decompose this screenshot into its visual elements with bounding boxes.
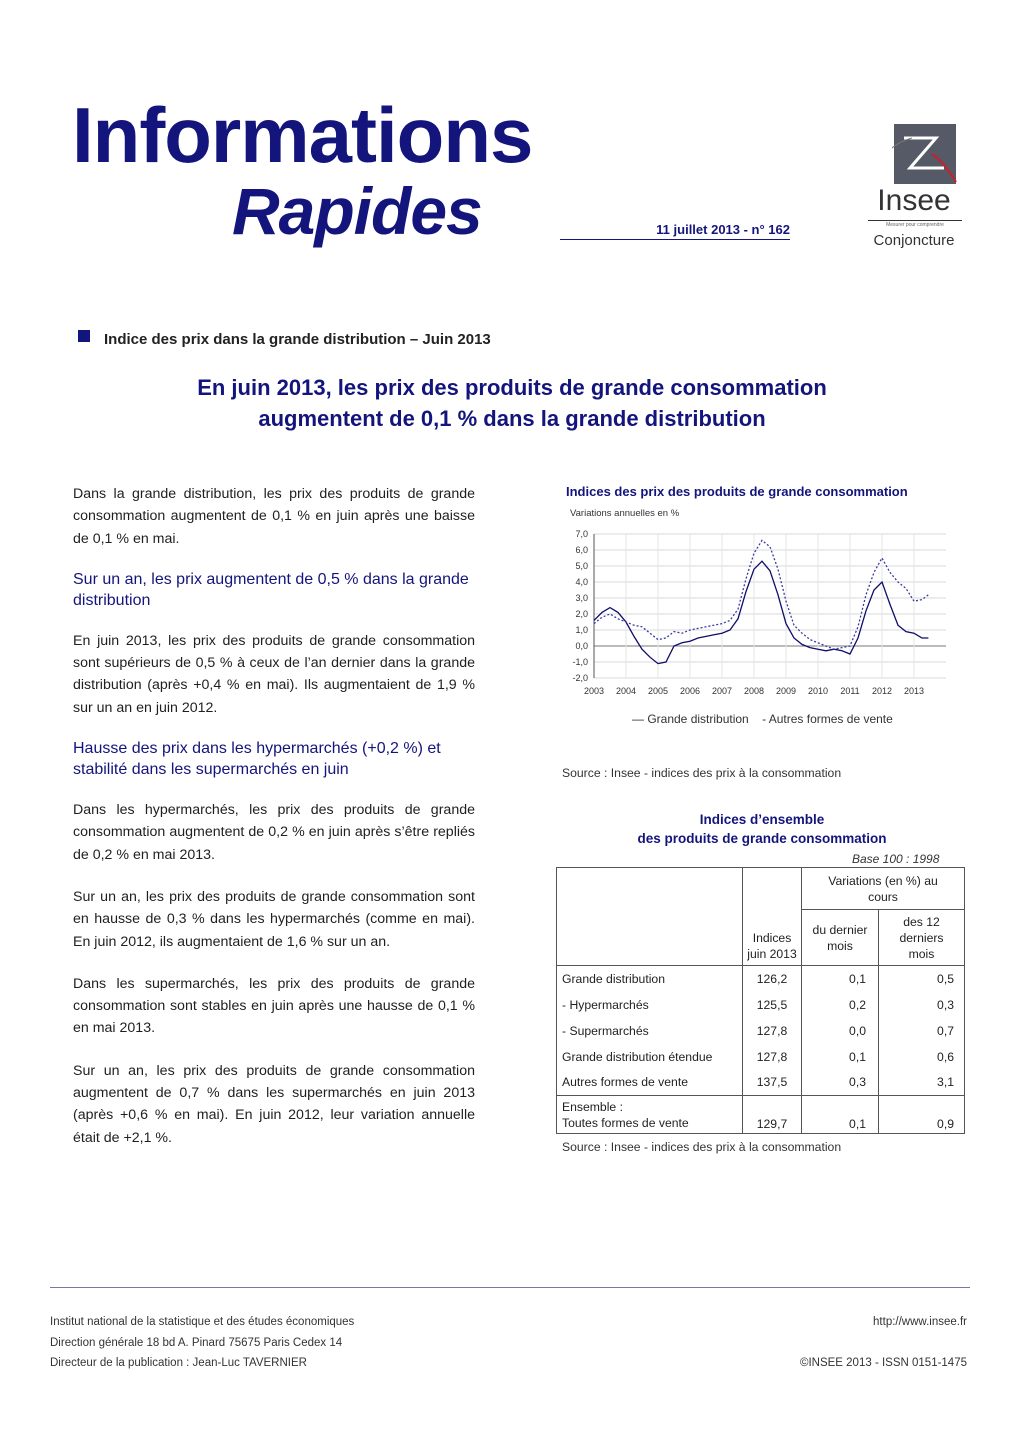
table-cell-label: - Hypermarchés: [557, 992, 743, 1018]
footer-direction: Direction générale 18 bd A. Pinard 75675 Paris Cedex 14: [50, 1336, 343, 1349]
table-cell-year: 0,6: [879, 1044, 965, 1070]
y-tick-label: 6,0: [575, 545, 588, 555]
footer-right: [700, 1312, 967, 1373]
y-tick-label: 1,0: [575, 625, 588, 635]
y-tick-label: 0,0: [575, 641, 588, 651]
table-cell-label: Grande distribution étendue: [557, 1044, 743, 1070]
footer-url-link[interactable]: http://www.insee.fr: [873, 1316, 967, 1328]
subheading-2: Hausse des prix dans les hypermarchés (+0,2 %) et stabilité dans les supermarchés en juin: [73, 740, 441, 779]
x-tick-label: 2008: [743, 686, 765, 696]
insee-logo-icon: [892, 124, 958, 186]
footer-institute: Institut national de la statistique et des études économiques: [50, 1316, 355, 1328]
chart-source: Source : Insee - indices des prix à la consommation: [562, 766, 842, 780]
total-label-line-2: Toutes formes de vente: [562, 1115, 689, 1130]
price-index-chart: [560, 522, 960, 702]
series-line-grande-distribution: [594, 561, 928, 663]
paragraph-5: Dans les supermarchés, les prix des produits de grande consommation sont stables en juin après une hausse de 0,1 % en mai 2013.: [73, 975, 475, 1037]
table-body: [557, 966, 965, 1096]
table-cell-label: - Supermarchés: [557, 1018, 743, 1044]
table-base-note: Base 100 : 1998: [852, 852, 940, 866]
x-tick-label: 2009: [775, 686, 797, 696]
header-last-month: du dernier mois: [802, 910, 879, 966]
table-cell-index: 125,5: [743, 992, 802, 1018]
headline-line-1: En juin 2013, les prix des produits de grande consommation: [197, 375, 827, 400]
paragraph-3: Dans les hypermarchés, les prix des produits de grande consommation augmentent de 0,2 % en juin après s’être repliés de 0,2 % en mai 2013.: [73, 802, 475, 863]
masthead-subtitle: Rapides: [232, 174, 482, 248]
table-cell-label: Autres formes de vente: [557, 1070, 743, 1096]
table-cell-month: 0,3: [802, 1070, 879, 1096]
paragraph-1: Dans la grande distribution, les prix des produits de grande consommation augmentent de 0,1 % en juin après une baisse de 0,1 % en mai.: [73, 486, 475, 547]
table-cell-index: 126,2: [743, 966, 802, 992]
table-cell-month: 0,2: [802, 992, 879, 1018]
x-tick-label: 2013: [903, 686, 925, 696]
table-row: [557, 1018, 965, 1044]
x-tick-label: 2006: [679, 686, 701, 696]
rubric: Indice des prix dans la grande distribution – Juin 2013: [104, 331, 491, 348]
index-table: [556, 867, 965, 1134]
y-tick-label: 5,0: [575, 561, 588, 571]
y-tick-label: 3,0: [575, 593, 588, 603]
headline-line-2: augmentent de 0,1 % dans la grande distribution: [258, 406, 766, 431]
rubric-square-icon: [78, 330, 90, 342]
x-tick-label: 2011: [840, 686, 860, 696]
masthead-title: Informations: [72, 91, 533, 179]
table-cell-index: 127,8: [743, 1044, 802, 1070]
x-tick-label: 2004: [615, 686, 637, 696]
headline: [100, 372, 924, 434]
table-title: [560, 810, 964, 848]
table-cell-index: 127,8: [743, 1018, 802, 1044]
paragraph-2: En juin 2013, les prix des produits de grande consommation sont supérieurs de 0,5 % à ceux de l’an dernier dans la grande distribution (après +0,4 % en mai). Ils augmentaient de 1,9 % sur un an en juin 2012.: [73, 632, 475, 716]
table-cell-year: 0,3: [879, 992, 965, 1018]
header-variations: Variations (en %) au cours: [802, 868, 965, 910]
header-12-months: des 12 derniers mois: [879, 910, 965, 966]
table-title-line-2: des produits de grande consommation: [637, 831, 887, 846]
logo-wordmark: Insee: [877, 184, 951, 217]
footer-address: [50, 1312, 354, 1374]
table-cell-year: 0,5: [879, 966, 965, 992]
total-label: [557, 1096, 743, 1134]
total-index: 129,7: [743, 1096, 802, 1134]
total-label-line-1: Ensemble :: [562, 1099, 623, 1114]
chart-title: Indices des prix des produits de grande consommation: [566, 484, 908, 499]
table-row: [557, 966, 965, 992]
footer-divider: [50, 1287, 970, 1288]
header-indices: Indices juin 2013: [743, 868, 802, 966]
x-tick-label: 2003: [583, 686, 605, 696]
y-tick-label: 7,0: [575, 529, 588, 539]
table-cell-month: 0,1: [802, 966, 879, 992]
table-row: [557, 1070, 965, 1096]
table-cell-year: 0,7: [879, 1018, 965, 1044]
table-row: [557, 1044, 965, 1070]
series-line-autres-formes: [594, 540, 928, 649]
table-corner: [557, 868, 743, 966]
legend-autres-formes: - Autres formes de vente: [762, 712, 893, 726]
legend-grande-distribution: — Grande distribution: [632, 712, 749, 726]
y-tick-label: 2,0: [575, 609, 588, 619]
table-row: [557, 992, 965, 1018]
table-cell-month: 0,1: [802, 1044, 879, 1070]
table-cell-month: 0,0: [802, 1018, 879, 1044]
table-source: Source : Insee - indices des prix à la consommation: [562, 1140, 842, 1154]
x-tick-label: 2012: [871, 686, 893, 696]
body-column: [73, 483, 475, 1149]
total-month: 0,1: [802, 1096, 879, 1134]
chart-y-label: Variations annuelles en %: [570, 508, 680, 519]
issue-dateline: 11 juillet 2013 - n° 162: [560, 222, 790, 240]
chart-legend: [632, 712, 893, 726]
logo-subtitle: Conjoncture: [873, 232, 955, 249]
subheading-1: Sur un an, les prix augmentent de 0,5 % dans la grande distribution: [73, 570, 469, 609]
paragraph-6: Sur un an, les prix des produits de grande consommation augmentent de 0,7 % dans les supermarchés en juin 2013 (après +0,6 % en mai). En juin 2012, leur variation annuelle était de +2,1 %.: [73, 1062, 475, 1146]
footer-director: Directeur de la publication : Jean-Luc TAVERNIER: [50, 1357, 307, 1369]
table-cell-year: 3,1: [879, 1070, 965, 1096]
y-tick-label: -2,0: [572, 673, 588, 683]
table-row-total: [557, 1096, 965, 1134]
y-tick-label: 4,0: [575, 577, 588, 587]
x-tick-label: 2010: [807, 686, 829, 696]
y-tick-label: -1,0: [572, 657, 588, 667]
table-cell-index: 137,5: [743, 1070, 802, 1096]
total-year: 0,9: [879, 1096, 965, 1134]
x-tick-label: 2005: [647, 686, 669, 696]
logo-tagline: Mesurer pour comprendre: [868, 220, 962, 228]
table-cell-label: Grande distribution: [557, 966, 743, 992]
table-title-line-1: Indices d’ensemble: [699, 812, 825, 827]
x-tick-label: 2007: [711, 686, 733, 696]
paragraph-4: Sur un an, les prix des produits de grande consommation sont en hausse de 0,3 % dans les hypermarchés (comme en mai). En juin 2012, ils augmentaient de 1,6 % sur un an.: [73, 888, 475, 950]
footer-copyright: ©INSEE 2013 - ISSN 0151-1475: [799, 1356, 967, 1369]
